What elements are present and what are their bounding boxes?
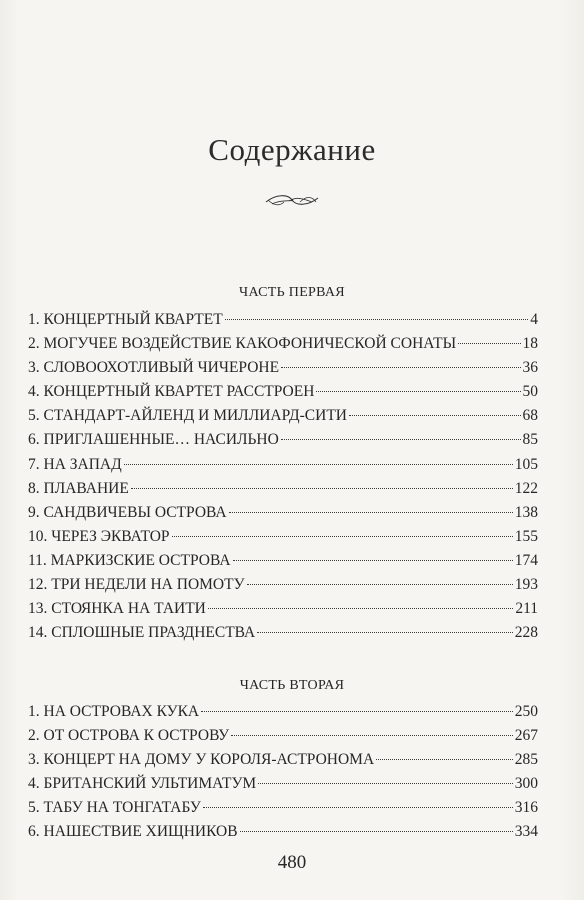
page-title: Содержание xyxy=(208,132,376,167)
toc-entry xyxy=(28,453,538,477)
dot-leader xyxy=(233,560,513,561)
dot-leader xyxy=(240,831,513,832)
entry-page-number: 36 xyxy=(522,359,538,377)
entry-title: 6. ПРИГЛАШЕННЫЕ… НАСИЛЬНО xyxy=(28,431,279,449)
toc-entry xyxy=(28,621,538,645)
entry-title: 1. КОНЦЕРТНЫЙ КВАРТЕТ xyxy=(28,311,223,328)
toc-entry xyxy=(28,332,538,356)
toc-entry xyxy=(28,748,538,772)
part-one-heading: ЧАСТЬ ПЕРВАЯ xyxy=(239,285,345,300)
entry-title: 14. СПЛОШНЫЕ ПРАЗДНЕСТВА xyxy=(28,624,256,642)
entry-title: 3. СЛОВООХОТЛИВЫЙ ЧИЧЕРОНЕ xyxy=(28,359,280,377)
entry-title: 10. ЧЕРЕЗ ЭКВАТОР xyxy=(28,527,170,545)
entry-title: 2. ОТ ОСТРОВА К ОСТРОВУ xyxy=(28,727,230,745)
toc-entry xyxy=(28,796,538,820)
entry-title: 8. ПЛАВАНИЕ xyxy=(28,479,129,497)
toc-entry xyxy=(28,404,538,428)
entry-page-number: 250 xyxy=(514,703,538,720)
entry-page-number: 285 xyxy=(514,751,538,769)
dot-leader xyxy=(257,632,513,633)
entry-page-number: 267 xyxy=(514,727,538,745)
entry-title: 6. НАШЕСТВИЕ ХИЩНИКОВ xyxy=(28,823,238,841)
toc-entry xyxy=(28,477,538,501)
entry-page-number: 228 xyxy=(514,624,538,642)
dot-leader xyxy=(208,608,513,609)
entry-title: 11. МАРКИЗСКИЕ ОСТРОВА xyxy=(28,551,231,569)
part-two-toc xyxy=(28,700,538,845)
toc-entry xyxy=(28,700,538,724)
dot-leader xyxy=(225,319,529,320)
dot-leader xyxy=(124,464,513,465)
toc-entry xyxy=(28,724,538,748)
part-two-heading: ЧАСТЬ ВТОРАЯ xyxy=(239,678,345,693)
dot-leader xyxy=(281,439,521,440)
entry-page-number: 105 xyxy=(514,455,538,473)
entry-page-number: 138 xyxy=(514,503,538,521)
dot-leader xyxy=(258,783,513,784)
flourish-ornament-icon xyxy=(262,190,322,210)
entry-title: 4. КОНЦЕРТНЫЙ КВАРТЕТ РАССТРОЕН xyxy=(28,383,315,401)
entry-page-number: 18 xyxy=(522,335,538,353)
entry-page-number: 85 xyxy=(522,431,538,449)
entry-title: 7. НА ЗАПАД xyxy=(28,455,122,473)
dot-leader xyxy=(231,735,513,736)
toc-entry xyxy=(28,428,538,452)
entry-page-number: 68 xyxy=(522,407,538,425)
entry-page-number: 300 xyxy=(514,775,538,793)
dot-leader xyxy=(349,415,521,416)
entry-page-number: 316 xyxy=(514,799,538,817)
entry-page-number: 50 xyxy=(522,383,538,401)
dot-leader xyxy=(316,391,520,392)
toc-entry xyxy=(28,501,538,525)
entry-title: 12. ТРИ НЕДЕЛИ НА ПОМОТУ xyxy=(28,576,245,594)
toc-entry xyxy=(28,573,538,597)
toc-entry xyxy=(28,549,538,573)
toc-entry xyxy=(28,597,538,621)
toc-entry xyxy=(28,356,538,380)
entry-page-number: 211 xyxy=(515,600,538,618)
toc-entry xyxy=(28,820,538,844)
entry-page-number: 174 xyxy=(514,551,538,569)
dot-leader xyxy=(172,536,513,537)
entry-page-number: 193 xyxy=(514,576,538,594)
part-one-toc xyxy=(28,308,538,645)
dot-leader xyxy=(131,488,513,489)
toc-entry xyxy=(28,772,538,796)
dot-leader xyxy=(376,759,513,760)
entry-title: 4. БРИТАНСКИЙ УЛЬТИМАТУМ xyxy=(28,775,257,793)
toc-entry xyxy=(28,308,538,332)
entry-page-number: 334 xyxy=(514,823,538,841)
dot-leader xyxy=(458,343,520,344)
dot-leader xyxy=(229,512,513,513)
toc-entry xyxy=(28,525,538,549)
entry-page-number: 122 xyxy=(514,479,538,497)
entry-page-number: 4 xyxy=(530,311,538,328)
entry-title: 9. САНДВИЧЕВЫ ОСТРОВА xyxy=(28,503,227,521)
entry-title: 2. МОГУЧЕЕ ВОЗДЕЙСТВИЕ КАКОФОНИЧЕСКОЙ СОНАТЫ xyxy=(28,335,457,353)
page-number: 480 xyxy=(277,852,307,873)
entry-page-number: 155 xyxy=(514,527,538,545)
entry-title: 1. НА ОСТРОВАХ КУКА xyxy=(28,703,200,720)
dot-leader xyxy=(201,711,513,712)
entry-title: 5. ТАБУ НА ТОНГАТАБУ xyxy=(28,799,201,817)
entry-title: 5. СТАНДАРТ-АЙЛЕНД И МИЛЛИАРД-СИТИ xyxy=(28,407,347,425)
dot-leader xyxy=(281,367,520,368)
toc-entry xyxy=(28,380,538,404)
dot-leader xyxy=(247,584,513,585)
dot-leader xyxy=(203,807,513,808)
entry-title: 13. СТОЯНКА НА ТАИТИ xyxy=(28,600,206,618)
entry-title: 3. КОНЦЕРТ НА ДОМУ У КОРОЛЯ-АСТРОНОМА xyxy=(28,751,375,769)
